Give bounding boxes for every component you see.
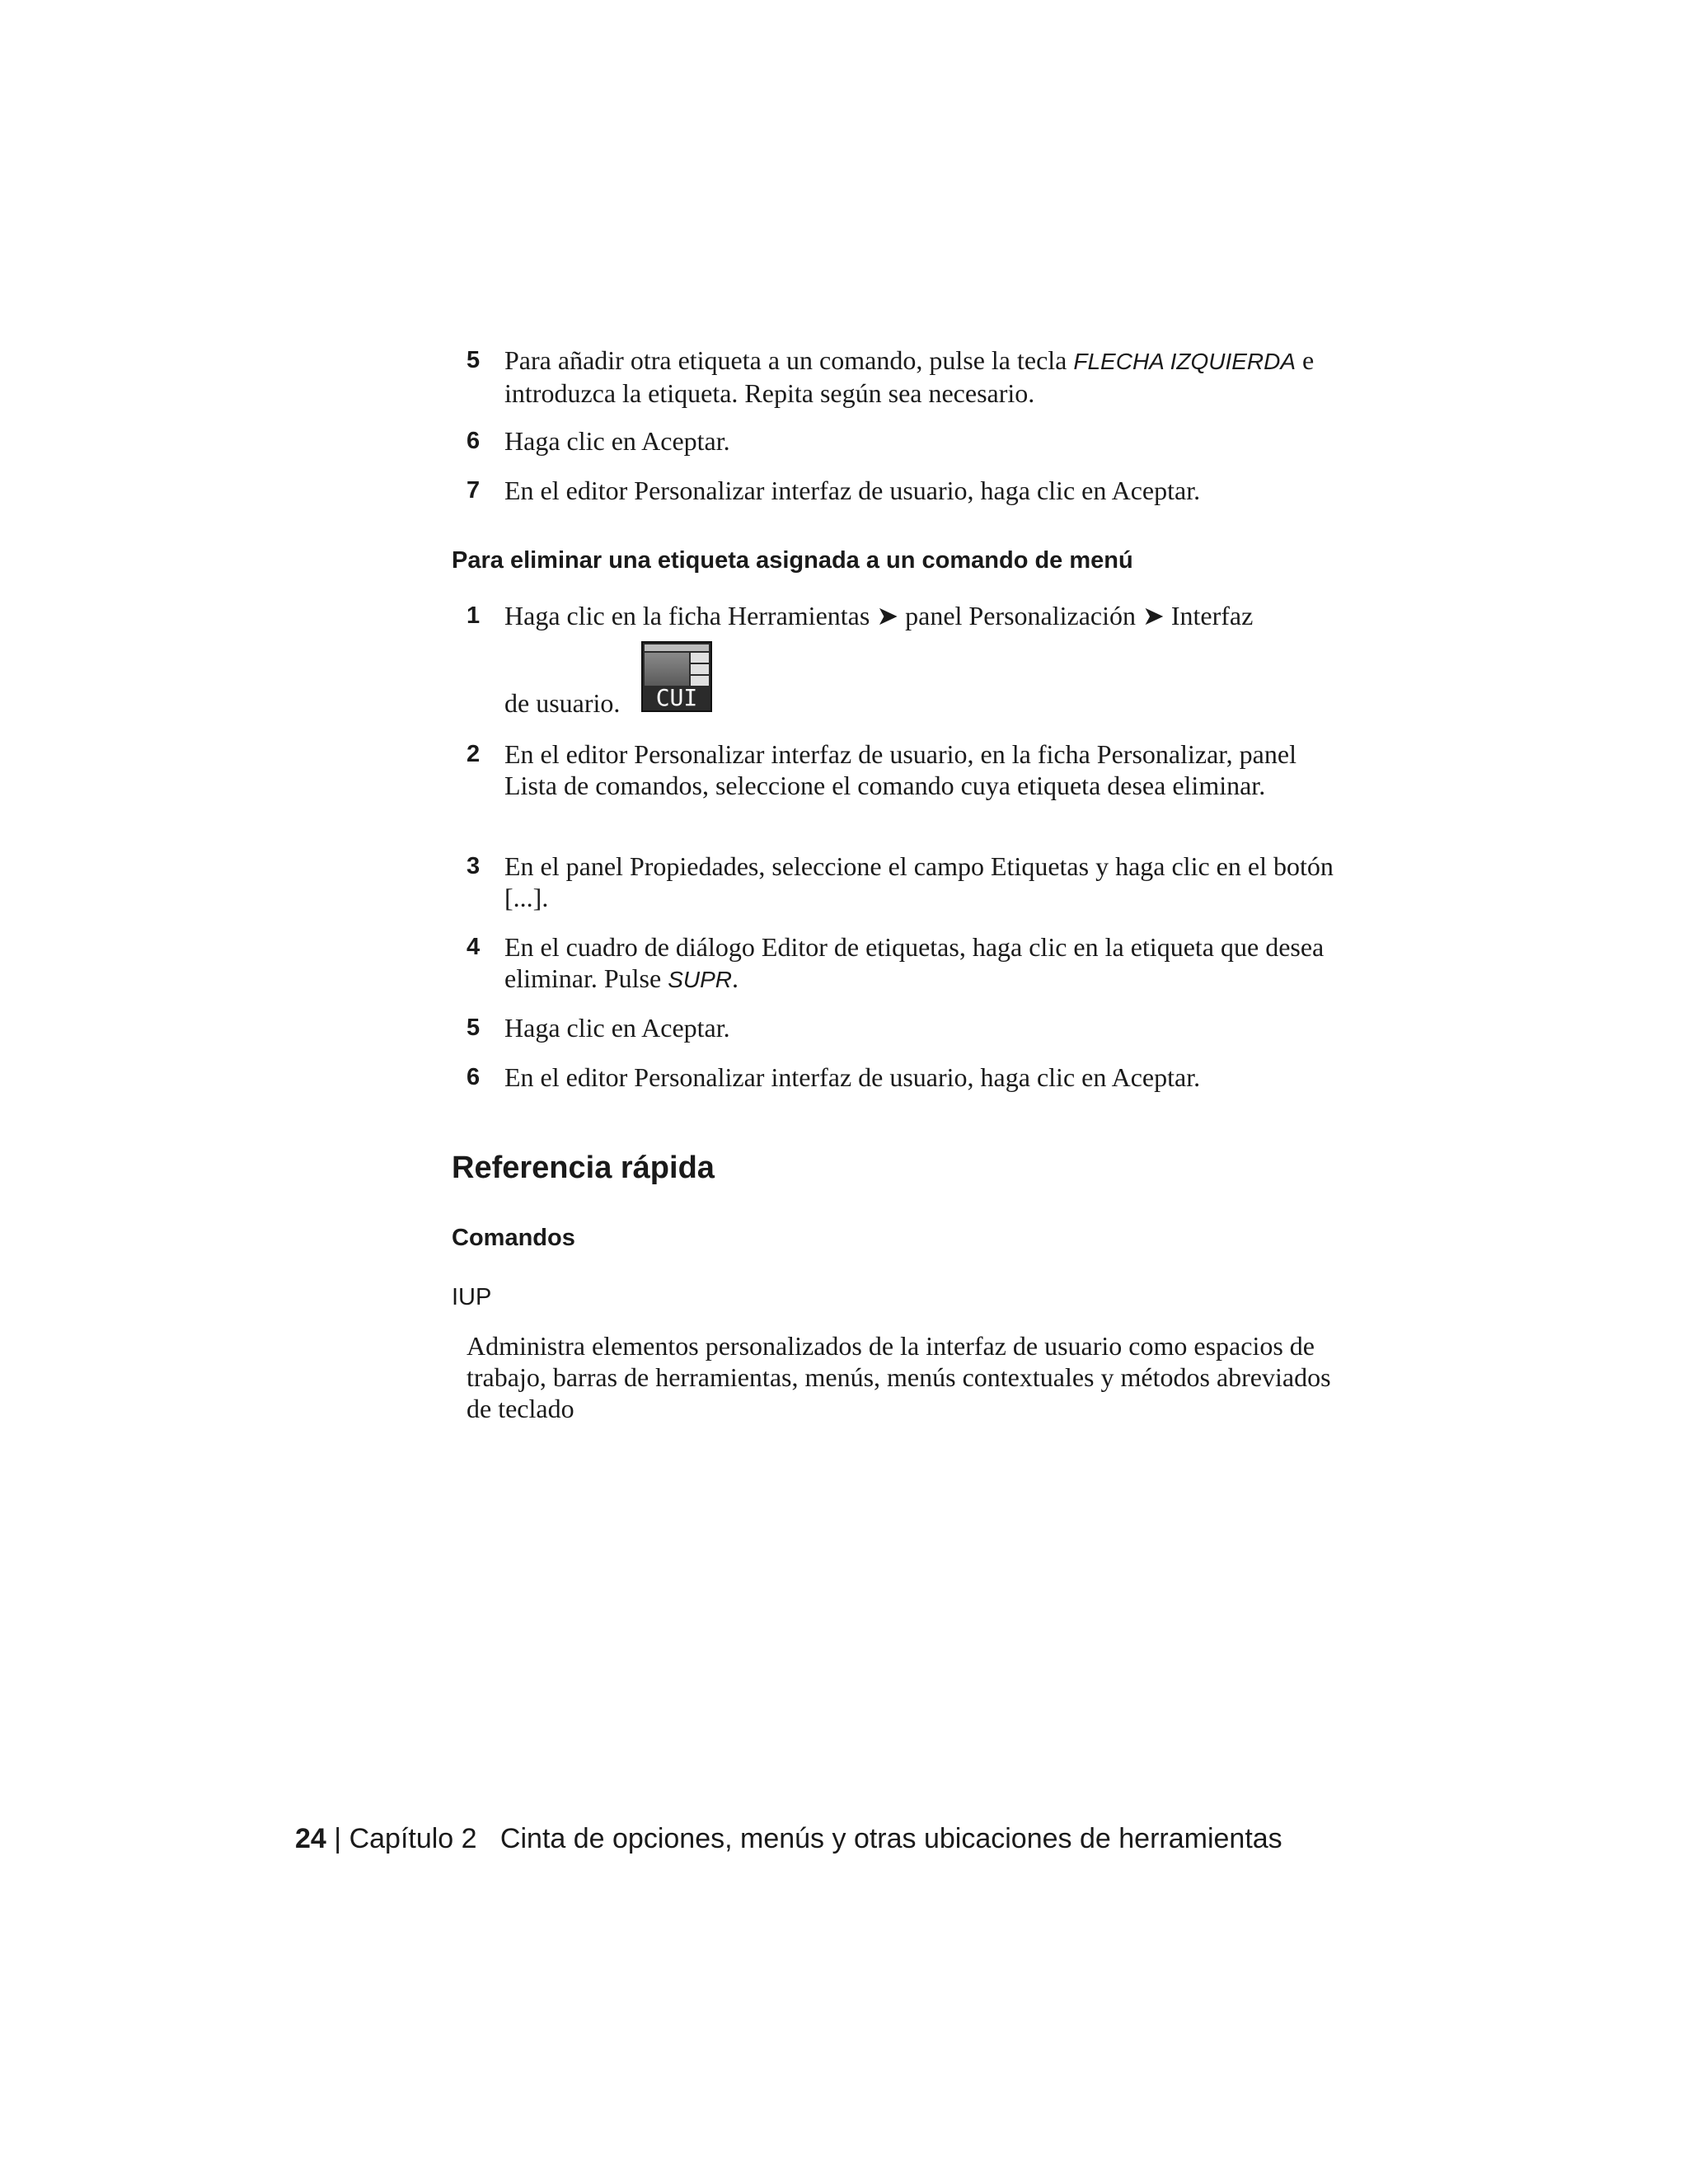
step-text-part: e introduzca la etiqueta. Repita según sea necesario. bbox=[504, 345, 1315, 408]
step-number: 7 bbox=[467, 477, 481, 504]
step-number: 5 bbox=[467, 1015, 481, 1041]
step-item bbox=[467, 425, 1357, 458]
step-text bbox=[504, 600, 1353, 631]
page-footer bbox=[295, 1823, 1282, 1855]
quick-reference-heading: Referencia rápida bbox=[452, 1151, 715, 1185]
command-name: IUP bbox=[452, 1284, 492, 1310]
step-number: 6 bbox=[467, 1064, 481, 1090]
step-text: En el editor Personalizar interfaz de usuario, haga clic en Aceptar. bbox=[504, 476, 1201, 505]
chapter-title: Cinta de opciones, menús y otras ubicaciones de herramientas bbox=[499, 1823, 1282, 1854]
step-number: 1 bbox=[467, 602, 481, 629]
step-item bbox=[467, 738, 1357, 837]
step-item bbox=[467, 475, 1357, 508]
step-text-part: Para añadir otra etiqueta a un comando, pulse la tecla bbox=[504, 345, 1074, 375]
step-text-part: Haga clic en la ficha Herramientas ➤ panel Personalización ➤ Interfaz bbox=[504, 601, 1254, 630]
step-text-line2: de usuario. bbox=[504, 688, 621, 718]
cui-icon-label: CUI bbox=[655, 684, 698, 711]
step-item bbox=[467, 1062, 1357, 1094]
step-item bbox=[467, 851, 1357, 916]
step-item bbox=[467, 344, 1357, 410]
step-text: Haga clic en Aceptar. bbox=[504, 426, 730, 456]
cui-icon bbox=[641, 641, 712, 712]
step-text bbox=[504, 344, 1353, 409]
step-item bbox=[467, 1012, 1357, 1045]
command-description: Administra elementos personalizados de la interfaz de usuario como espacios de trabajo, barras de herramientas, menús, menús contextuales y métodos abreviados de teclado bbox=[467, 1331, 1331, 1423]
footer-separator: | bbox=[334, 1823, 342, 1854]
page-number: 24 bbox=[295, 1823, 326, 1854]
step-number: 6 bbox=[467, 428, 481, 454]
procedure-title: Para eliminar una etiqueta asignada a un comando de menú bbox=[452, 547, 1133, 574]
step-item bbox=[467, 931, 1357, 997]
step-number: 5 bbox=[467, 347, 481, 373]
step-number: 2 bbox=[467, 741, 481, 767]
step-text: En el editor Personalizar interfaz de usuario, haga clic en Aceptar. bbox=[504, 1062, 1201, 1092]
step-item bbox=[467, 600, 1357, 724]
key-name: FLECHA IZQUIERDA bbox=[1073, 349, 1296, 374]
key-name: SUPR bbox=[668, 967, 732, 992]
step-number: 4 bbox=[467, 934, 481, 960]
step-text: En el panel Propiedades, seleccione el campo Etiquetas y haga clic en el botón [...]. bbox=[504, 851, 1334, 912]
chapter-label: Capítulo 2 bbox=[349, 1823, 477, 1854]
step-text: Haga clic en Aceptar. bbox=[504, 1013, 730, 1043]
step-number: 3 bbox=[467, 853, 481, 879]
step-text-part: En el cuadro de diálogo Editor de etiquetas, haga clic en la etiqueta que desea eliminar. Pulse bbox=[504, 932, 1325, 993]
commands-heading: Comandos bbox=[452, 1225, 575, 1251]
step-text bbox=[504, 931, 1353, 996]
step-text-part: . bbox=[732, 963, 738, 993]
step-text: En el editor Personalizar interfaz de usuario, en la ficha Personalizar, panel Lista de comandos, seleccione el comando cuya etiqueta desea eliminar. bbox=[504, 739, 1296, 800]
